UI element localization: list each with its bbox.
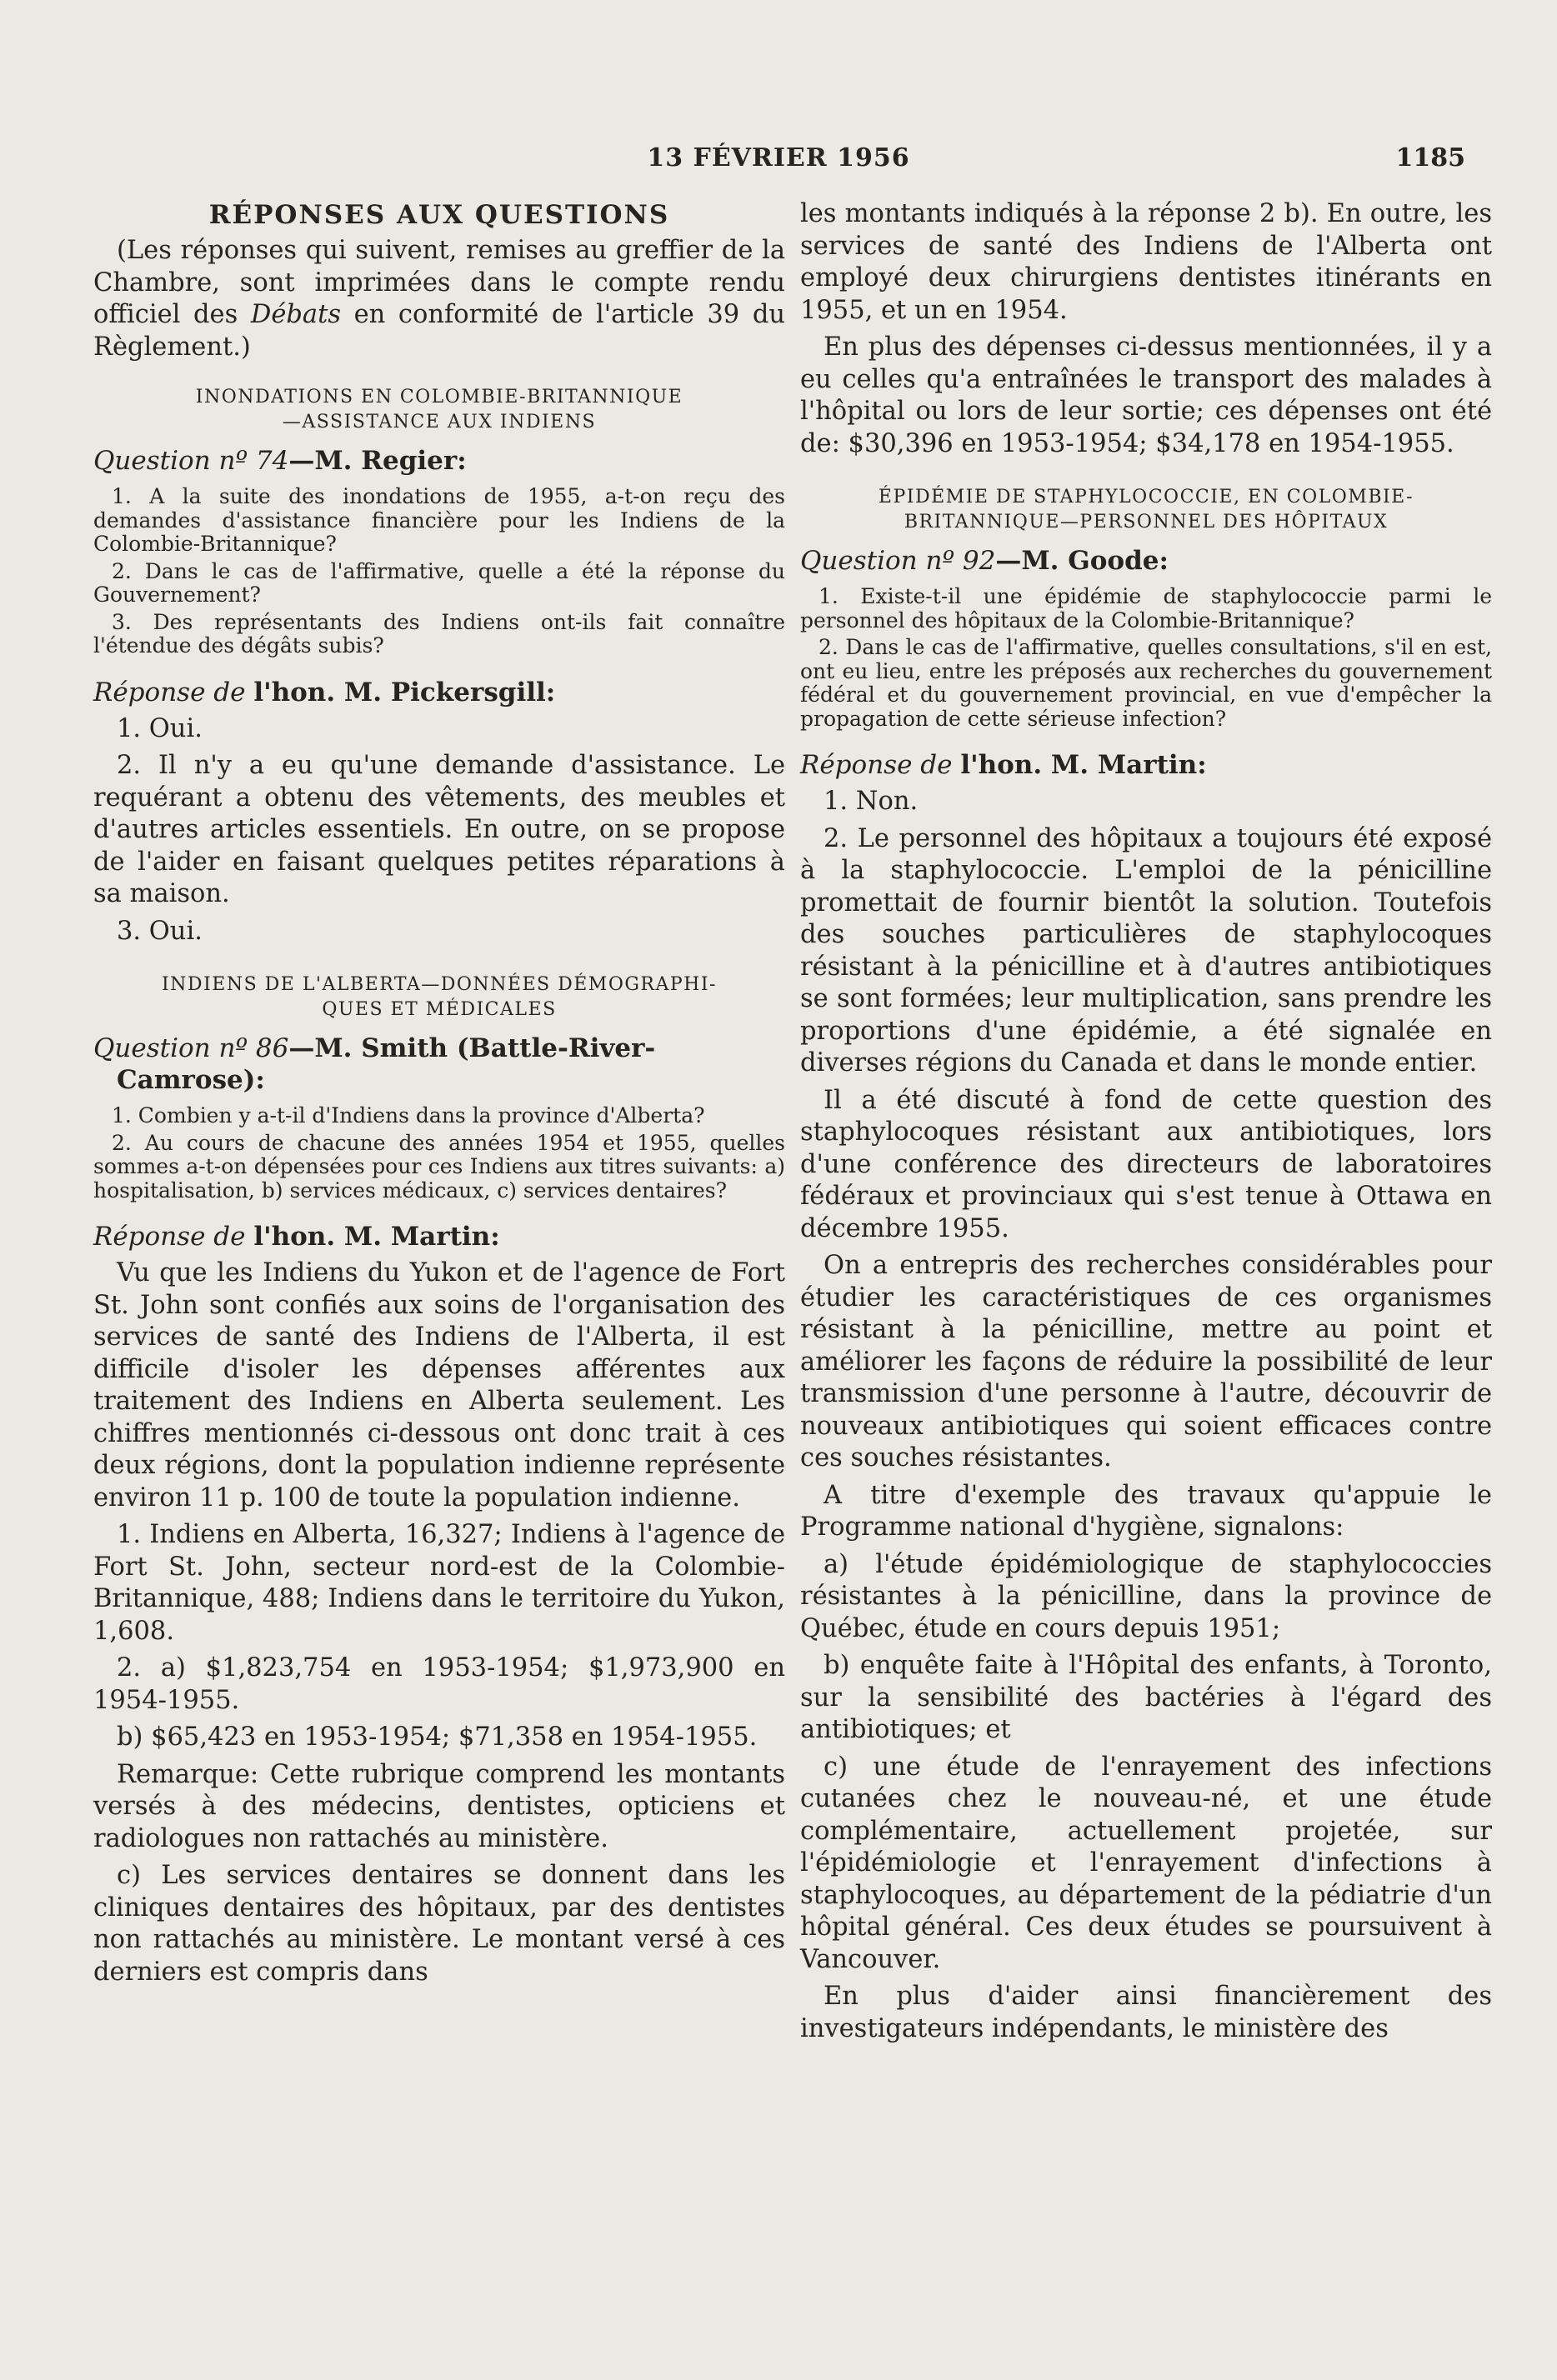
intro-text-end: en conformité de l'article 39 du Règlement.): [93, 300, 785, 362]
answer-paragraph: b) enquête faite à l'Hôpital des enfants, à Toronto, sur la sensibilité des bactéries à l'égard des antibiotiques; et: [800, 1651, 1492, 1744]
answer-paragraph: c) Les services dentaires se donnent dans les cliniques dentaires des hôpitaux, par des dentistes non rattachés au ministère. Le montant versé à ces derniers est compris dans: [93, 1861, 785, 1987]
question-item: 2. Dans le cas de l'affirmative, quelle a été la réponse du Gouvernement?: [93, 558, 785, 607]
answer-paragraph: les montants indiqués à la réponse 2 b). En outre, les services de santé des Indiens de l'Alberta ont employé deux chirurgiens dentistes itinérants en 1955, et un en 1954.: [800, 199, 1492, 325]
answer-paragraph: 2. Il n'y a eu qu'une demande d'assistance. Le requérant a obtenu des vêtements, des meubles et d'autres articles essentiels. En outre, on se propose de l'aider en faisant quelques petites réparations à sa maison.: [93, 751, 785, 908]
question-label: Question nº 86: [93, 1033, 289, 1063]
intro-text: (Les réponses qui suivent, remises au greffier de la Chambre, sont imprimées dans le compte rendu officiel des: [93, 236, 785, 329]
question-item: 3. Des représentants des Indiens ont-ils fait connaître l'étendue des dégâts subis?: [93, 609, 785, 658]
intro-paragraph: [93, 235, 785, 363]
question-item: 2. Au cours de chacune des années 1954 et 1955, quelles sommes a-t-on dépensées pour ces Indiens aux titres suivants: a) hospitalisation, b) services médicaux, c) services dentaires?: [93, 1130, 785, 1202]
question-member: —M. Goode:: [995, 546, 1169, 576]
question-item: 1. Existe-t-il une épidémie de staphylococcie parmi le personnel des hôpitaux de la Colombie-Britannique?: [800, 584, 1492, 632]
response-heading: [93, 1221, 785, 1252]
heading-line: INONDATIONS EN COLOMBIE-BRITANNIQUE: [195, 387, 683, 408]
section-title-reponses: RÉPONSES AUX QUESTIONS: [208, 200, 670, 230]
question-item: 1. Combien y a-t-il d'Indiens dans la province d'Alberta?: [112, 1103, 705, 1128]
question-label: Question nº 92: [800, 546, 996, 576]
response-member: l'hon. M. Martin:: [960, 750, 1207, 780]
answer-paragraph: Remarque: Cette rubrique comprend les montants versés à des médecins, dentistes, opticiens et radiologues non rattachés au ministère.: [93, 1759, 785, 1853]
answer-paragraph: En plus des dépenses ci-dessus mentionnées, il y a eu celles qu'a entraînées le transport des malades à l'hôpital ou lors de leur sortie; ces dépenses ont été de: $30,396 en 1953-1954; $34,178 en 1954-1955.: [800, 332, 1492, 458]
answer-paragraph: 1. Non.: [824, 787, 919, 816]
heading-line: INDIENS DE L'ALBERTA—DONNÉES DÉMOGRAPHI-: [161, 974, 717, 995]
response-heading: [93, 677, 785, 708]
answer-paragraph: 2. Le personnel des hôpitaux a toujours été exposé à la staphylococcie. L'emploi de la pénicilline promettait de fournir bientôt la solution. Toutefois des souches particulières de staphylocoques résistant à la pénicilline et à d'autres antibiotiques se sont formées; leur multiplication, sans prendre les proportions d'une épidémie, a été signalée en diverses régions du Canada et dans le monde entier.: [800, 823, 1492, 1078]
response-member: l'hon. M. Martin:: [253, 1222, 500, 1252]
response-label: Réponse de: [93, 1222, 246, 1252]
question-92: [800, 545, 1492, 577]
answer-paragraph: 3. Oui.: [117, 916, 203, 946]
question-member: —M. Smith (Battle-River-: [288, 1033, 656, 1063]
section-heading-staphylococcie: [800, 485, 1492, 535]
response-heading: [800, 749, 1492, 781]
answer-paragraph: Vu que les Indiens du Yukon et de l'agence de Fort St. John sont confiés aux soins de l'organisation des services de santé des Indiens de l'Alberta, il est difficile d'isoler les dépenses afférentes aux traitement des Indiens en Alberta seulement. Les chiffres mentionnés ci-dessous ont donc trait à ces deux régions, dont la population indienne représente environ 11 p. 100 de toute la population indienne.: [93, 1258, 785, 1512]
page-date: 13 FÉVRIER 1956: [647, 143, 910, 172]
question-item: 1. A la suite des inondations de 1955, a-t-on reçu des demandes d'assistance financière pour les Indiens de la Colombie-Britannique?: [93, 484, 785, 556]
response-member: l'hon. M. Pickersgill:: [253, 677, 556, 708]
answer-paragraph: c) une étude de l'enrayement des infections cutanées chez le nouveau-né, et une étude complémentaire, actuellement projetée, sur l'épidémiologie et l'enrayement d'infections à staphylocoques, au département de la pédiatrie d'un hôpital général. Ces deux études se poursuivent à Vancouver.: [800, 1752, 1492, 1974]
response-label: Réponse de: [800, 750, 953, 780]
question-74: [93, 445, 785, 477]
answer-paragraph: On a entrepris des recherches considérables pour étudier les caractéristiques de ces organismes résistant à la pénicilline, mettre au point et améliorer les façons de réduire la possibilité de leur transmission d'une personne à l'autre, découvrir de nouveaux antibiotiques qui soient efficaces contre ces souches résistantes.: [800, 1251, 1492, 1472]
answer-paragraph: A titre d'exemple des travaux qu'appuie le Programme national d'hygiène, signalons:: [800, 1480, 1492, 1542]
page-header: [0, 143, 1557, 177]
question-86: [93, 1032, 785, 1096]
response-label: Réponse de: [93, 677, 246, 708]
answer-paragraph: 1. Indiens en Alberta, 16,327; Indiens à l'agence de Fort St. John, secteur nord-est de la Colombie-Britannique, 488; Indiens dans le territoire du Yukon, 1,608.: [93, 1520, 785, 1646]
heading-line: —ASSISTANCE AUX INDIENS: [282, 412, 597, 432]
left-column: [93, 198, 785, 1993]
answer-paragraph: a) l'étude épidémiologique de staphylococcies résistantes à la pénicilline, dans la province de Québec, étude en cours depuis 1951;: [800, 1549, 1492, 1643]
question-member: —M. Regier:: [288, 446, 467, 476]
question-member-cont: Camrose):: [117, 1065, 265, 1095]
heading-line: BRITANNIQUE—PERSONNEL DES HÔPITAUX: [904, 512, 1389, 532]
section-heading-inondations: [93, 385, 785, 435]
answer-paragraph: b) $65,423 en 1953-1954; $71,358 en 1954-1955.: [117, 1722, 758, 1752]
answer-paragraph: 1. Oui.: [117, 713, 203, 743]
answer-paragraph: En plus d'aider ainsi financièrement des investigateurs indépendants, le ministère des: [800, 1982, 1492, 2043]
answer-paragraph: 2. a) $1,823,754 en 1953-1954; $1,973,900 en 1954-1955.: [93, 1653, 785, 1715]
heading-line: QUES ET MÉDICALES: [322, 999, 557, 1020]
answer-paragraph: Il a été discuté à fond de cette question des staphylocoques résistant aux antibiotiques, lors d'une conférence des directeurs de laboratoires fédéraux et provinciaux qui s'est tenue à Ottawa en décembre 1955.: [800, 1085, 1492, 1243]
question-item: 2. Dans le cas de l'affirmative, quelles consultations, s'il en est, ont eu lieu, entre les préposés aux recherches du gouvernement fédéral et du gouvernement provincial, en vue d'empêcher la propagation de cette sérieuse infection?: [800, 635, 1492, 731]
intro-italic: Débats: [250, 300, 341, 329]
question-label: Question nº 74: [93, 446, 289, 476]
heading-line: ÉPIDÉMIE DE STAPHYLOCOCCIE, EN COLOMBIE-: [878, 487, 1414, 508]
page-number: 1185: [1395, 143, 1465, 172]
right-column: [800, 198, 1492, 2050]
section-heading-alberta: [93, 972, 785, 1022]
